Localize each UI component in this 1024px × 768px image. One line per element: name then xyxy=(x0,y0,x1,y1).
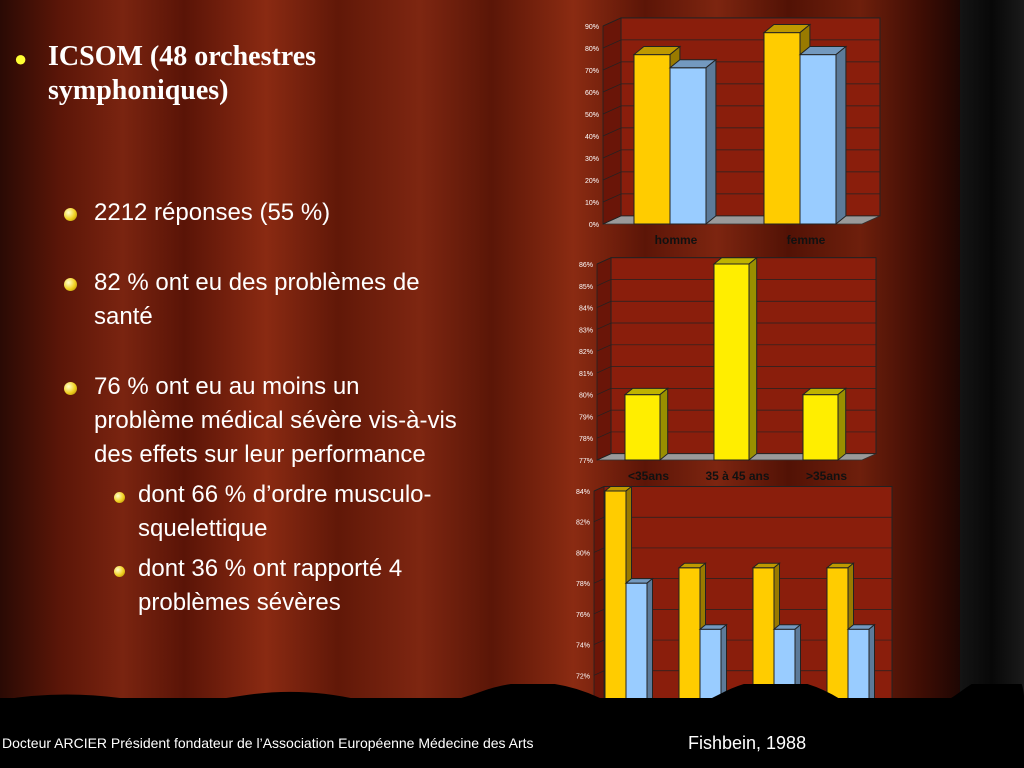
gridline xyxy=(594,579,604,584)
gridline xyxy=(597,279,611,285)
y-tick-label: 70% xyxy=(584,68,599,75)
chart-floor xyxy=(603,216,880,224)
floor-edge xyxy=(0,684,1024,714)
chart-bar-top xyxy=(827,563,854,568)
y-tick-label: 80% xyxy=(584,46,599,53)
chart-bar-top xyxy=(626,579,653,584)
curtain-right xyxy=(960,0,1024,768)
sub-bullet-item: dont 66 % d’ordre musculo-squelettique xyxy=(64,478,464,546)
y-tick-label: 80% xyxy=(575,550,590,558)
bullet-item: 2212 réponses (55 %) xyxy=(64,196,464,230)
chart-bar-side xyxy=(626,487,632,707)
chart-bar-top xyxy=(848,625,875,630)
chart-bar-top xyxy=(700,625,727,630)
chart-floor xyxy=(597,454,876,460)
y-tick-label: 20% xyxy=(584,178,599,185)
gridline xyxy=(603,62,621,70)
sub-bullet-item: dont 36 % ont rapporté 4 problèmes sévères xyxy=(64,552,464,620)
gridline xyxy=(597,454,611,460)
chart-bar-side xyxy=(800,25,810,225)
gridline xyxy=(594,640,604,645)
bullet-dot-icon xyxy=(64,382,77,395)
chart-bar xyxy=(625,395,660,460)
chart-bar-top xyxy=(625,388,668,394)
y-tick-label: 72% xyxy=(575,673,590,681)
gridline xyxy=(597,367,611,373)
y-tick-label: 30% xyxy=(584,156,599,163)
y-tick-label: 80% xyxy=(578,392,593,400)
y-tick-label: 76% xyxy=(575,611,590,619)
gridline xyxy=(603,106,621,114)
bullet-dot-icon xyxy=(64,208,77,221)
gridline xyxy=(597,323,611,329)
x-category-label: femme xyxy=(786,233,826,247)
chart-bar xyxy=(800,55,836,224)
y-tick-label: 82% xyxy=(575,519,590,527)
chart-bar-top xyxy=(679,563,706,568)
bullet-item: 82 % ont eu des problèmes de santé xyxy=(64,266,464,334)
gridline xyxy=(603,40,621,48)
y-tick-label: 85% xyxy=(578,283,593,291)
y-tick-label: 77% xyxy=(578,458,593,465)
chart-bar-top xyxy=(670,60,716,68)
gridline xyxy=(603,150,621,158)
bullet-dot-icon xyxy=(114,566,125,577)
y-tick-label: 50% xyxy=(584,112,599,119)
chart-bar-top xyxy=(774,625,801,630)
x-category-label: <35ans xyxy=(627,469,670,483)
x-category-label: >35ans xyxy=(805,469,848,483)
chart-bar xyxy=(714,264,749,460)
y-tick-label: 84% xyxy=(575,489,590,496)
chart-bar-side xyxy=(706,60,716,224)
gridline xyxy=(603,172,621,180)
chart-bar-side xyxy=(836,47,846,225)
y-tick-label: 82% xyxy=(578,349,593,357)
chart-bar xyxy=(803,395,838,460)
chart-plot-area xyxy=(621,18,880,216)
footer-credit: Docteur ARCIER Président fondateur de l’Association Européenne Médecine des Arts xyxy=(2,735,534,751)
gridline xyxy=(594,609,604,614)
gridline xyxy=(594,548,604,553)
x-category-label: 35 à 45 ans xyxy=(705,469,770,483)
chart-bar-top xyxy=(764,25,810,33)
gridline xyxy=(597,388,611,394)
gridline xyxy=(603,194,621,202)
gridline xyxy=(597,432,611,438)
y-tick-label: 86% xyxy=(578,262,593,269)
chart-side-wall xyxy=(603,18,621,224)
chart-bar-side xyxy=(660,388,668,460)
gridline xyxy=(597,301,611,307)
chart-bar-top xyxy=(714,258,757,264)
x-category-label: homme xyxy=(654,233,698,247)
chart-side-wall xyxy=(594,487,604,707)
gridline xyxy=(594,517,604,522)
bullet-dot-icon xyxy=(114,492,125,503)
chart-bar-side xyxy=(749,258,757,460)
gridline xyxy=(597,258,611,264)
footer-source: Fishbein, 1988 xyxy=(688,733,807,753)
chart-bar xyxy=(764,33,800,224)
y-tick-label: 90% xyxy=(584,24,599,31)
chart-plot-area xyxy=(611,258,876,454)
gridline xyxy=(594,487,604,492)
y-tick-label: 81% xyxy=(578,370,593,378)
bullet-item: 76 % ont eu au moins un problème médical sévère vis-à-vis des effets sur leur performance xyxy=(64,370,464,472)
stage-floor xyxy=(0,698,1024,768)
y-tick-label: 0% xyxy=(588,222,599,229)
slide-title: ● ICSOM (48 orchestres symphoniques) xyxy=(14,41,317,106)
y-tick-label: 84% xyxy=(578,305,593,313)
y-tick-label: 10% xyxy=(584,200,599,207)
y-tick-label: 83% xyxy=(578,327,593,335)
y-tick-label: 74% xyxy=(575,642,590,650)
chart-bar-side xyxy=(838,388,846,460)
chart-bar xyxy=(670,68,706,224)
chart-bar-top xyxy=(803,388,846,394)
y-tick-label: 79% xyxy=(578,414,593,422)
y-tick-label: 60% xyxy=(584,90,599,97)
gridline xyxy=(597,345,611,351)
chart-side-wall xyxy=(597,258,611,460)
chart-bar-top xyxy=(800,47,846,55)
chart-bar-top xyxy=(634,47,680,55)
gridline xyxy=(603,18,621,26)
chart-bar-top xyxy=(753,563,780,568)
chart-bar xyxy=(634,55,670,224)
chart-bar xyxy=(605,491,626,706)
gridline xyxy=(603,84,621,92)
chart-plot-area xyxy=(604,487,892,702)
chart-bar-top xyxy=(605,487,632,492)
gridline xyxy=(594,671,604,676)
gridline xyxy=(603,128,621,136)
bullet-dot-icon xyxy=(64,278,77,291)
chart-bar-side xyxy=(670,47,680,225)
gridline xyxy=(603,216,621,224)
title-bullet-icon: ● xyxy=(14,46,28,71)
y-tick-label: 78% xyxy=(575,581,590,589)
y-tick-label: 78% xyxy=(578,436,593,444)
y-tick-label: 40% xyxy=(584,134,599,141)
bullet-list xyxy=(64,196,464,656)
gridline xyxy=(597,410,611,416)
